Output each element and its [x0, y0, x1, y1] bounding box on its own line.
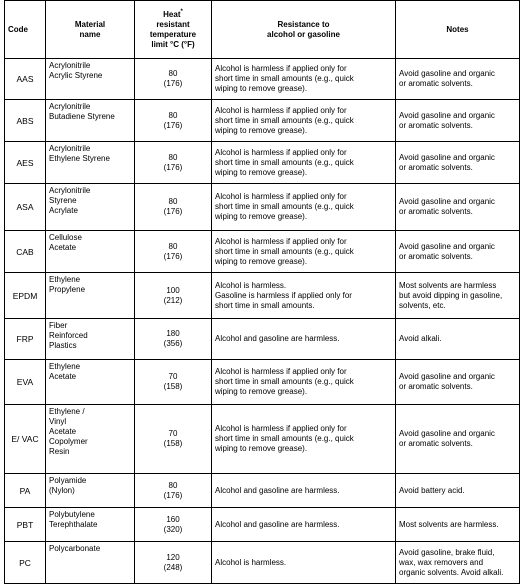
material-line: Butadiene Styrene [49, 112, 115, 121]
table-row [5, 508, 520, 542]
resistance-cell [212, 405, 396, 474]
material-line: Fiber [49, 321, 68, 330]
material-name-cell [46, 474, 135, 508]
table-row [5, 360, 520, 405]
temperature-cell [135, 542, 212, 584]
material-name-cell [46, 100, 135, 142]
material-line: Vinyl [49, 417, 67, 426]
material-line: Plastics [49, 341, 77, 350]
notes-line: Avoid gasoline and organic [399, 152, 495, 162]
notes-line: organic solvents. Avoid alkali. [399, 567, 504, 577]
resistance-line: wiping to remove grease). [215, 387, 308, 396]
notes-cell [396, 405, 520, 474]
material-line: Terephthalate [49, 520, 98, 529]
temperature-cell [135, 360, 212, 405]
notes-line: Most solvents are harmless. [399, 519, 499, 529]
material-line: Ethylene [49, 362, 81, 371]
notes-line: but avoid dipping in gasoline, [399, 290, 503, 300]
material-line: Acetate [49, 427, 77, 436]
temperature-line: (158) [163, 382, 183, 391]
resistance-line: wiping to remove grease). [215, 256, 308, 266]
temperature-cell [135, 319, 212, 360]
resistance-line: Alcohol and gasoline are harmless. [215, 485, 340, 495]
resistance-cell [212, 59, 396, 100]
temperature-line: 100 [166, 285, 180, 295]
table-row [5, 474, 520, 508]
temperature-line: (176) [163, 490, 183, 500]
material-line: Cellulose [49, 233, 82, 242]
code-cell: AAS [5, 59, 46, 100]
material-line: Acrylate [49, 206, 78, 215]
notes-cell [396, 474, 520, 508]
resistance-line: short time in small amounts. [215, 300, 315, 310]
header-resistance-line: Resistance to [277, 19, 330, 29]
material-line: Ethylene Styrene [49, 154, 110, 163]
temperature-line: 70 [168, 429, 178, 438]
material-name-cell [46, 142, 135, 184]
notes-line: or aromatic solvents. [399, 439, 473, 448]
temperature-line: 80 [168, 197, 178, 206]
material-line: Copolymer [49, 437, 88, 446]
material-line: Polybutylene [49, 510, 95, 519]
temperature-cell [135, 474, 212, 508]
notes-cell [396, 142, 520, 184]
notes-line: Avoid gasoline and organic [399, 197, 495, 206]
temperature-line: 80 [168, 152, 178, 162]
notes-line: or aromatic solvents. [399, 120, 473, 130]
code-cell: FRP [5, 319, 46, 360]
resistance-cell [212, 273, 396, 319]
resistance-line: Alcohol is harmless if applied only for [215, 147, 347, 157]
code-cell: PA [5, 474, 46, 508]
material-line: Resin [49, 447, 70, 456]
header-material-line: Material [74, 19, 106, 29]
resistance-line: short time in small amounts (e.g., quick [215, 202, 354, 211]
table-body [5, 59, 520, 584]
resistance-cell [212, 319, 396, 360]
resistance-line: wiping to remove grease). [215, 444, 308, 453]
temperature-line: (176) [163, 120, 183, 130]
resistance-cell [212, 231, 396, 273]
resistance-cell [212, 474, 396, 508]
notes-cell [396, 542, 520, 584]
code-cell: E/ VAC [5, 405, 46, 474]
temperature-line: (176) [163, 162, 183, 172]
resistance-line: Alcohol is harmless. [215, 557, 287, 567]
header-material-line: name [79, 29, 101, 39]
notes-line: Avoid gasoline and organic [399, 372, 495, 381]
resistance-cell [212, 184, 396, 231]
header-row [5, 1, 520, 59]
table-row [5, 184, 520, 231]
header-heat-line: resistant [156, 19, 190, 29]
table-row [5, 319, 520, 360]
notes-cell [396, 508, 520, 542]
material-name-cell [46, 319, 135, 360]
material-name-cell [46, 508, 135, 542]
material-name-cell [46, 405, 135, 474]
resistance-line: Alcohol and gasoline are harmless. [215, 519, 340, 529]
resistance-line: short time in small amounts (e.g., quick [215, 74, 354, 83]
material-line: Ethylene / [49, 407, 85, 416]
material-line: Styrene [49, 196, 77, 205]
header-resistance [212, 1, 396, 59]
plastics-resistance-table [4, 0, 520, 584]
header-heat-line [138, 10, 208, 20]
temperature-line: 160 [166, 514, 180, 524]
code-cell: AES [5, 142, 46, 184]
temperature-line: 180 [166, 329, 180, 338]
material-line: Ethylene [49, 275, 81, 284]
table-row [5, 142, 520, 184]
resistance-cell [212, 100, 396, 142]
notes-line: or aromatic solvents. [399, 162, 473, 172]
temperature-cell [135, 184, 212, 231]
code-cell: PBT [5, 508, 46, 542]
material-line: Propylene [49, 285, 86, 294]
resistance-line: short time in small amounts (e.g., quick [215, 434, 354, 443]
temperature-line: 80 [168, 480, 178, 490]
code-cell: CAB [5, 231, 46, 273]
resistance-line: short time in small amounts (e.g., quick [215, 377, 354, 386]
resistance-cell [212, 360, 396, 405]
footnote-asterisk: * [180, 8, 183, 15]
document-page [4, 0, 520, 584]
temperature-line: (176) [163, 251, 183, 261]
resistance-line: Alcohol is harmless if applied only for [215, 367, 347, 376]
resistance-line: short time in small amounts (e.g., quick [215, 157, 354, 167]
material-line: Acrylonitrile [49, 102, 91, 111]
material-name-cell [46, 59, 135, 100]
notes-line: Avoid battery acid. [399, 485, 465, 495]
notes-cell [396, 231, 520, 273]
notes-cell [396, 100, 520, 142]
temperature-line: 80 [168, 110, 178, 120]
notes-cell [396, 319, 520, 360]
header-heat-word: Heat [163, 9, 181, 19]
temperature-cell [135, 405, 212, 474]
table-row [5, 59, 520, 100]
temperature-line: 80 [168, 241, 178, 251]
material-name-cell [46, 273, 135, 319]
resistance-line: wiping to remove grease). [215, 84, 308, 93]
temperature-line: 120 [166, 552, 180, 562]
resistance-cell [212, 142, 396, 184]
temperature-cell [135, 508, 212, 542]
notes-line: Avoid gasoline and organic [399, 110, 495, 120]
resistance-line: Alcohol is harmless. [215, 280, 287, 290]
notes-line: Most solvents are harmless [399, 280, 497, 290]
material-line: Acrylonitrile [49, 186, 91, 195]
temperature-cell [135, 231, 212, 273]
material-line: Acetate [49, 243, 77, 252]
notes-line: Avoid gasoline, brake fluid, [399, 547, 495, 557]
notes-line: Avoid alkali. [399, 334, 442, 343]
resistance-line: short time in small amounts (e.g., quick [215, 115, 354, 125]
header-heat-line: limit °C (°F) [151, 39, 195, 49]
resistance-line: Alcohol is harmless if applied only for [215, 105, 347, 115]
table-row [5, 100, 520, 142]
notes-line: wax, wax removers and [399, 557, 484, 567]
header-heat-line: temperature [149, 29, 197, 39]
temperature-line: 80 [168, 69, 178, 78]
material-line: Reinforced [49, 331, 88, 340]
temperature-line: (248) [163, 562, 183, 572]
code-cell: EVA [5, 360, 46, 405]
resistance-line: wiping to remove grease). [215, 167, 308, 177]
notes-cell [396, 360, 520, 405]
resistance-line: Alcohol and gasoline are harmless. [215, 334, 340, 343]
notes-cell [396, 273, 520, 319]
resistance-cell [212, 508, 396, 542]
notes-line: or aromatic solvents. [399, 251, 473, 261]
header-resistance-line: alcohol or gasoline [267, 29, 340, 39]
table-row [5, 405, 520, 474]
temperature-line: (212) [163, 295, 183, 305]
temperature-line: (176) [163, 207, 183, 216]
temperature-line: (158) [163, 439, 183, 448]
notes-cell [396, 184, 520, 231]
header-code: Code [5, 1, 46, 59]
code-cell: ABS [5, 100, 46, 142]
material-line: (Nylon) [49, 486, 75, 495]
notes-line: Avoid gasoline and organic [399, 241, 495, 251]
notes-line: Avoid gasoline and organic [399, 69, 495, 78]
material-line: Acetate [49, 372, 77, 381]
material-name-cell [46, 184, 135, 231]
code-cell: EPDM [5, 273, 46, 319]
material-name-cell [46, 360, 135, 405]
material-name-cell [46, 231, 135, 273]
resistance-line: short time in small amounts (e.g., quick [215, 246, 354, 256]
temperature-cell [135, 142, 212, 184]
material-line: Acrylonitrile [49, 61, 91, 70]
notes-line: or aromatic solvents. [399, 382, 473, 391]
resistance-line: wiping to remove grease). [215, 125, 308, 135]
temperature-line: (176) [163, 79, 183, 88]
temperature-line: (320) [163, 524, 183, 534]
resistance-line: Alcohol is harmless if applied only for [215, 236, 347, 246]
material-line: Polyamide [49, 476, 87, 485]
table-row [5, 542, 520, 584]
temperature-line: (356) [163, 339, 183, 348]
material-line: Polycarbonate [49, 544, 101, 553]
resistance-line: Alcohol is harmless if applied only for [215, 424, 347, 433]
header-material-name [46, 1, 135, 59]
table-row [5, 231, 520, 273]
resistance-line: Alcohol is harmless if applied only for [215, 64, 347, 73]
notes-line: or aromatic solvents. [399, 207, 473, 216]
code-cell: ASA [5, 184, 46, 231]
notes-cell [396, 59, 520, 100]
notes-line: Avoid gasoline and organic [399, 429, 495, 438]
resistance-cell [212, 542, 396, 584]
header-notes: Notes [396, 1, 520, 59]
temperature-cell [135, 273, 212, 319]
material-line: Acrylonitrile [49, 144, 91, 153]
temperature-cell [135, 100, 212, 142]
resistance-line: Gasoline is harmless if applied only for [215, 290, 352, 300]
material-line: Acrylic Styrene [49, 71, 103, 80]
resistance-line: Alcohol is harmless if applied only for [215, 192, 347, 201]
resistance-line: wiping to remove grease). [215, 212, 308, 221]
material-name-cell [46, 542, 135, 584]
notes-line: solvents, etc. [399, 300, 446, 310]
table-row [5, 273, 520, 319]
temperature-line: 70 [168, 372, 178, 381]
code-cell: PC [5, 542, 46, 584]
temperature-cell [135, 59, 212, 100]
notes-line: or aromatic solvents. [399, 79, 473, 88]
header-heat-limit [135, 1, 212, 59]
